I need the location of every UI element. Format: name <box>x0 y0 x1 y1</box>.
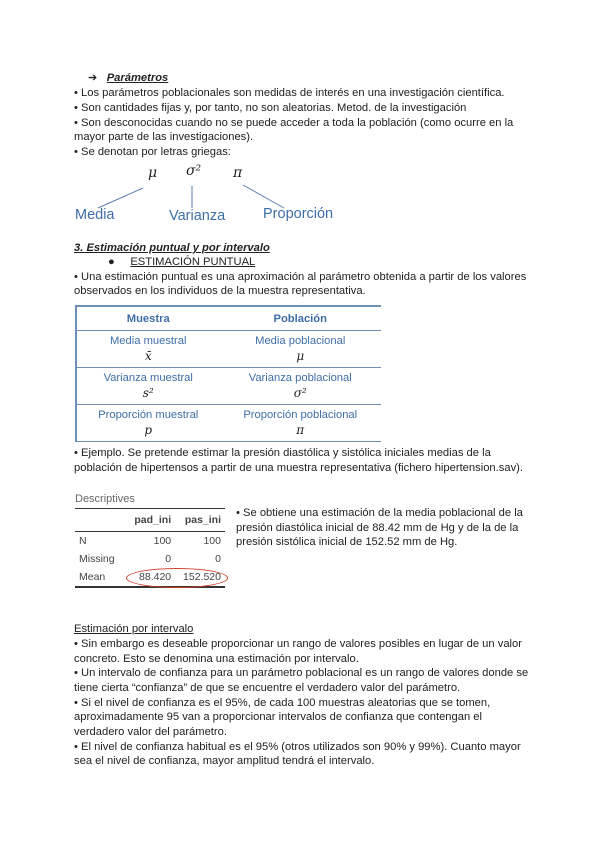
table-row <box>76 368 381 405</box>
text-line: mayor parte de las investigaciones). <box>74 131 254 143</box>
text-line: • Son desconocidas cuando no se puede acceder a toda la población (como ocurre en la <box>74 117 514 129</box>
table-row <box>75 532 225 551</box>
text-line: • El nivel de confianza habitual es el 95% (otros utilizados son 90% y 99%). Cuanto mayor <box>74 741 521 753</box>
cell: N <box>79 535 87 547</box>
cell: 0 <box>165 553 172 565</box>
symbol: s² <box>142 385 154 400</box>
cell: 100 <box>153 535 172 547</box>
text-line: • Un intervalo de confianza para un parámetro poblacional es un rango de valores donde se <box>74 667 529 679</box>
cell: Mean <box>79 571 106 583</box>
symbol: π <box>296 422 305 437</box>
subheading: ● ESTIMACIÓN PUNTUAL <box>108 256 256 268</box>
cell: Missing <box>79 553 115 565</box>
text-line: población de hipertensos a partir de una muestra representativa (fichero hipertension.sav). <box>74 462 523 474</box>
symbol: μ <box>296 348 305 363</box>
text-line: presión diastólica inicial de 88.42 mm de Hg y de la de la <box>236 522 519 534</box>
cell: Varianza poblacional <box>248 371 352 384</box>
text-line: verdadero valor del parámetro. <box>74 726 227 738</box>
symbol: p <box>144 422 153 437</box>
table-row <box>76 331 381 368</box>
section-3-heading: 3. Estimación puntual y por intervalo <box>74 242 270 254</box>
col-header: pas_ini <box>175 509 225 532</box>
symbol: σ² <box>293 385 307 400</box>
estimation-table <box>75 305 381 442</box>
subheading-text: ESTIMACIÓN PUNTUAL <box>130 256 256 268</box>
cell: 100 <box>203 535 221 547</box>
label-varianza: Varianza <box>169 208 226 224</box>
text-line: concreto. Esto se denomina una estimación por intervalo. <box>74 653 359 665</box>
cell: Varianza muestral <box>103 371 193 384</box>
text-line: observados en los individuos de la muestra representativa. <box>74 285 366 297</box>
text-line: • Sin embargo es deseable proporcionar un rango de valores posibles en lugar de un valor <box>74 638 522 650</box>
pi-symbol: π <box>233 165 243 181</box>
text-line: • Los parámetros poblacionales son medidas de interés en una investigación científica. <box>74 87 505 99</box>
cell: 152.520 <box>183 571 221 583</box>
cell: Proporción poblacional <box>243 408 358 421</box>
text-line: tiene cierta “confianza” de que se encuentre el verdadero valor del parámetro. <box>74 682 461 694</box>
cell: Media muestral <box>109 334 187 347</box>
text-line: presión sistólica inicial de 152.52 mm de Hg. <box>236 536 458 548</box>
text-line: • Se obtiene una estimación de la media poblacional de la <box>236 507 523 519</box>
arrow-proporcion <box>243 185 284 208</box>
text-line: sea el nivel de confianza, mayor amplitud tendrá el intervalo. <box>74 755 375 767</box>
heading-text: Parámetros <box>106 72 169 84</box>
highlight-ellipse <box>126 568 228 588</box>
cell: 88.420 <box>139 571 172 583</box>
col-header <box>75 509 127 532</box>
symbol: x̄ <box>144 348 152 363</box>
cell: 0 <box>215 553 221 565</box>
mu-symbol: μ <box>148 165 158 181</box>
descriptives-title: Descriptives <box>75 493 135 505</box>
label-proporcion: Proporción <box>263 206 334 222</box>
arrow-icon: ➔ <box>88 72 98 84</box>
text-line: • Si el nivel de confianza es el 95%, de cada 100 muestras aleatorias que se tomen, <box>74 697 491 709</box>
label-media: Media <box>75 207 115 223</box>
sigma-squared-symbol: σ² <box>186 163 202 179</box>
text-line: • Son cantidades fijas y, por tanto, no son aleatorias. Metod. de la investigación <box>74 102 467 114</box>
cell: Proporción muestral <box>98 408 199 421</box>
text-line: • Se denotan por letras griegas: <box>74 146 231 158</box>
table-row <box>75 550 225 568</box>
text-line: • Una estimación puntual es una aproximación al parámetro obtenida a partir de los valores <box>74 271 527 283</box>
cell: Media poblacional <box>255 334 346 347</box>
arrows-diagram <box>0 0 600 240</box>
intervalo-heading: Estimación por intervalo <box>74 623 194 635</box>
col-poblacion: Población <box>219 306 381 331</box>
table-row <box>76 405 381 442</box>
col-header: pad_ini <box>127 509 175 532</box>
text-line: • Ejemplo. Se pretende estimar la presión diastólica y sistólica iniciales medias de la <box>74 447 491 459</box>
col-muestra: Muestra <box>76 306 219 331</box>
arrow-media <box>98 188 143 208</box>
text-line: aproximadamente 95 van a proporcionar intervalos de confianza que contengan el <box>74 711 482 723</box>
